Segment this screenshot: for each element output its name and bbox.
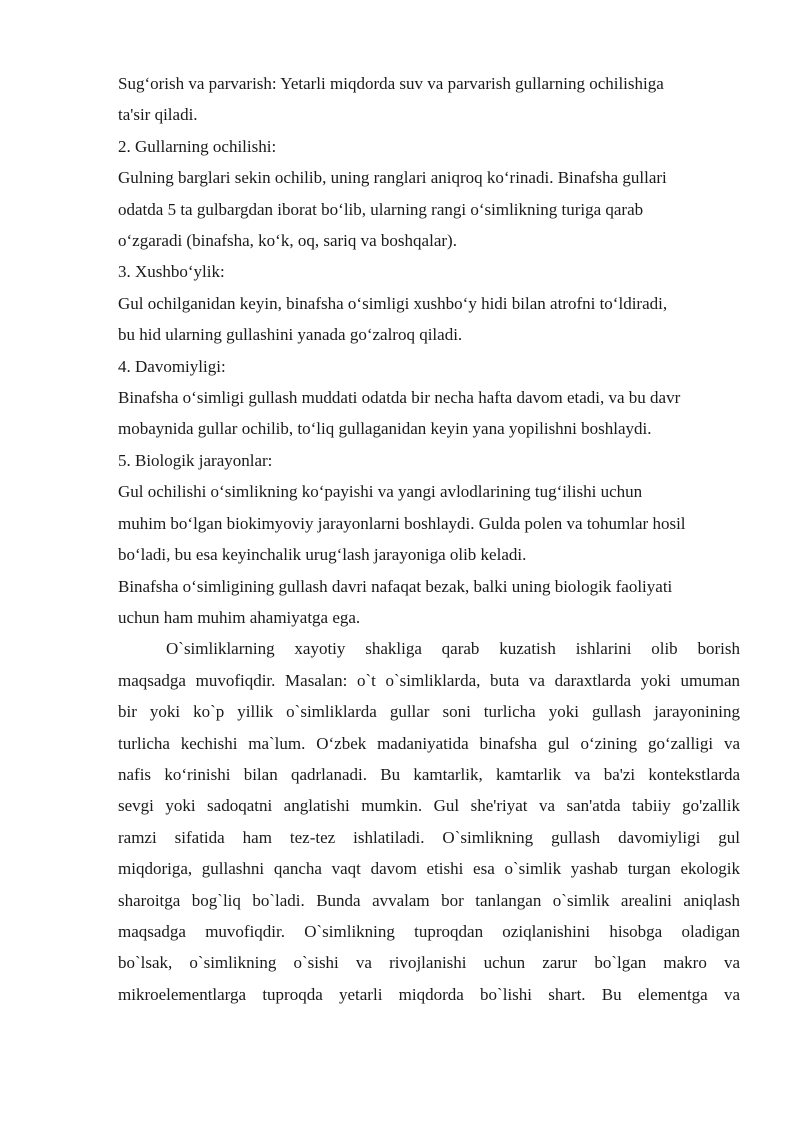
- text-line: Gul ochilganidan keyin, binafsha o‘simligi xushbo‘y hidi bilan atrofni to‘ldiradi,: [118, 293, 668, 313]
- text-line: Gulning barglari sekin ochilib, uning ranglari aniqroq ko‘rinadi. Binafsha gullari: [118, 168, 667, 188]
- section-heading: 5. Biologik jarayonlar:: [118, 450, 273, 470]
- section-heading: 4. Davomiyligi:: [118, 356, 226, 376]
- text-line: ta'sir qiladi.: [118, 105, 198, 125]
- text-line: Binafsha o‘simligi gullash muddati odatda bir necha hafta davom etadi, va bu davr: [118, 388, 681, 408]
- paragraph-line: turlicha kechishi ma`lum. O‘zbek madaniyatida binafsha gul o‘zining go‘zalligi va: [118, 733, 740, 753]
- text-line: Sug‘orish va parvarish: Yetarli miqdorda suv va parvarish gullarning ochilishiga: [118, 74, 664, 93]
- text-line: bo‘ladi, bu esa keyinchalik urug‘lash jarayoniga olib keladi.: [118, 545, 527, 565]
- paragraph-line: bo`lsak, o`simlikning o`sishi va rivojlanishi uchun zarur bo`lgan makro va: [118, 953, 740, 973]
- paragraph-line: maqsadga muvofiqdir. O`simlikning tuproqdan oziqlanishini hisobga oladigan: [118, 921, 740, 941]
- paragraph-line: maqsadga muvofiqdir. Masalan: o`t o`simliklarda, buta va daraxtlarda yoki umuman: [118, 670, 740, 690]
- list-section: [118, 68, 740, 633]
- paragraph-line: miqdoriga, gullashni qancha vaqt davom etishi esa o`simlik yashab turgan ekologik: [118, 859, 740, 879]
- text-line: Gul ochilishi o‘simlikning ko‘payishi va yangi avlodlarining tug‘ilishi uchun: [118, 482, 643, 502]
- paragraph-line: mikroelementlarga tuproqda yetarli miqdorda bo`lishi shart. Bu elementga va: [118, 984, 740, 1004]
- paragraph-line: ramzi sifatida ham tez-tez ishlatiladi. O`simlikning gullash davomiyligi gul: [118, 827, 740, 847]
- text-line: mobaynida gullar ochilib, to‘liq gullaganidan keyin yana yopilishni boshlaydi.: [118, 419, 652, 439]
- text-line: bu hid ularning gullashini yanada go‘zalroq qiladi.: [118, 325, 463, 345]
- paragraph-line: bir yoki ko`p yillik o`simliklarda gullar soni turlicha yoki gullash jarayonining: [118, 702, 740, 722]
- section-heading: 2. Gullarning ochilishi:: [118, 136, 277, 156]
- paragraph-line: sharoitga bog`liq bo`ladi. Bunda avvalam bor tanlangan o`simlik arealini aniqlash: [118, 890, 740, 910]
- text-line: o‘zgaradi (binafsha, ko‘k, oq, sariq va boshqalar).: [118, 231, 457, 251]
- text-line: uchun ham muhim ahamiyatga ega.: [118, 607, 361, 627]
- text-line: Binafsha o‘simligining gullash davri nafaqat bezak, balki uning biologik faoliyati: [118, 576, 673, 596]
- text-line: muhim bo‘lgan biokimyoviy jarayonlarni boshlaydi. Gulda polen va tohumlar hosil: [118, 513, 686, 533]
- paragraph-line: O`simliklarning xayotiy shakliga qarab kuzatish ishlarini olib borish: [166, 639, 740, 659]
- body-paragraph: [118, 633, 740, 1010]
- paragraph-line: nafis ko‘rinishi bilan qadrlanadi. Bu kamtarlik, kamtarlik va ba'zi kontekstlarda: [118, 764, 740, 784]
- text-line: odatda 5 ta gulbargdan iborat bo‘lib, ularning rangi o‘simlikning turiga qarab: [118, 199, 644, 219]
- paragraph-line: sevgi yoki sadoqatni anglatishi mumkin. Gul she'riyat va san'atda tabiiy go'zallik: [118, 796, 740, 816]
- section-heading: 3. Xushbo‘ylik:: [118, 262, 225, 282]
